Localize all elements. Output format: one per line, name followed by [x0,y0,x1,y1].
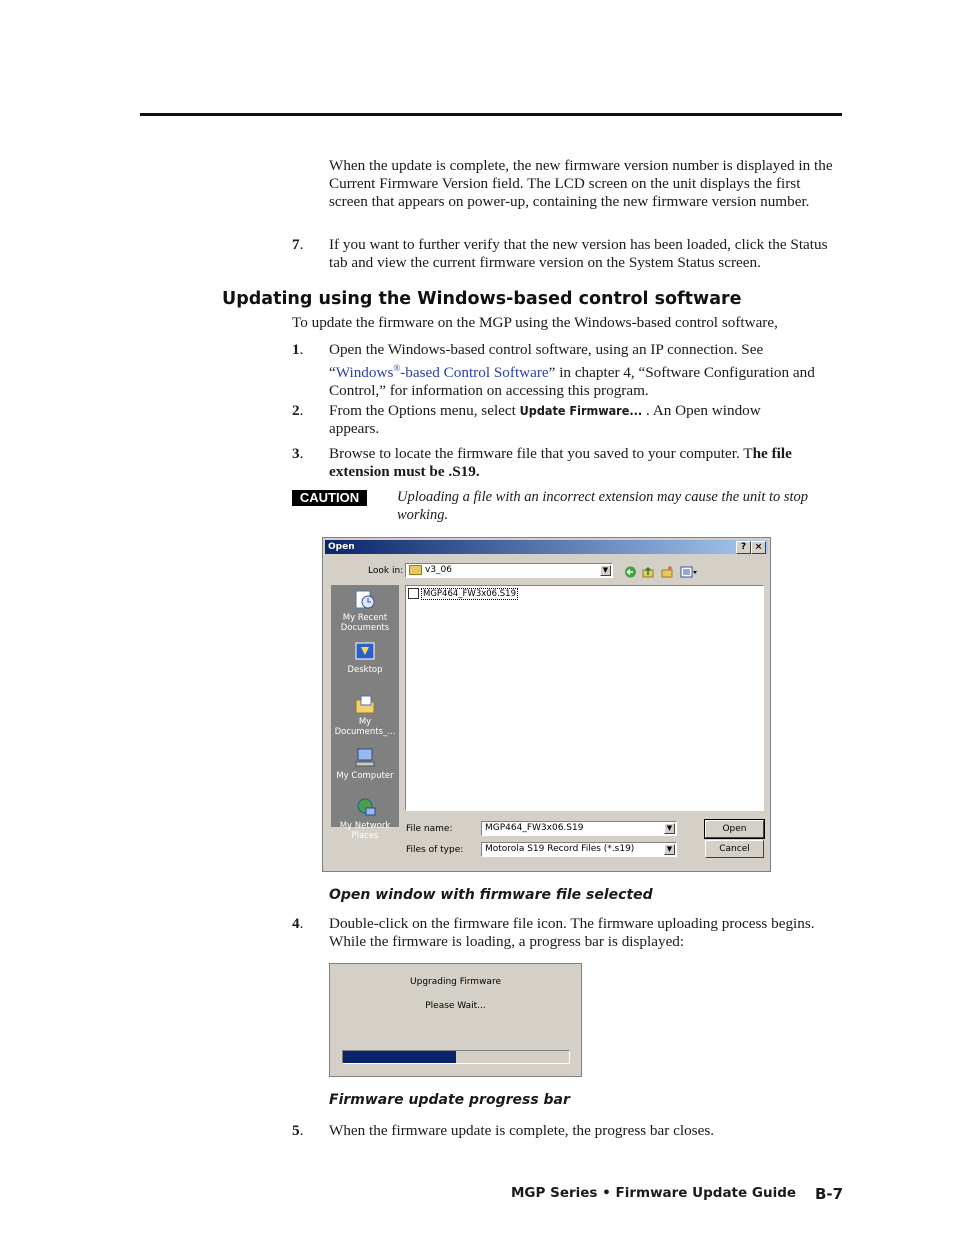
open-dialog [322,537,771,872]
progress-title: Upgrading Firmware [410,977,501,987]
place-my-computer[interactable]: My Computer [331,747,399,781]
step-3-number: 3. [292,445,304,462]
update-firmware-menu-ref: Update Firmware... [519,403,643,418]
places-bar [331,585,399,841]
chevron-down-icon[interactable]: ▼ [600,565,611,576]
step-4-text: Double-click on the firmware file icon. The firmware uploading process begins. While the firmware is loading, a progress bar is displayed: [329,915,815,950]
step-7-text: If you want to further verify that the new version has been loaded, click the Status tab and view the current firmware version on the System Status screen. [329,236,828,271]
look-in-label: Look in: [368,566,404,576]
intro-paragraph: When the update is complete, the new firmware version number is displayed in the Current Firmware Version field. The LCD screen on the unit displays the first screen that appears on power-up, containing the new firmware version number. [329,157,833,210]
file-type-label: Files of type: [406,845,464,855]
place-my-network-places[interactable]: My Network Places [331,797,399,841]
section-lead: To update the firmware on the MGP using the Windows-based control software, [292,314,778,331]
file-item[interactable]: MGP464_FW3x06.S19 [408,588,518,600]
network-places-icon [353,797,377,819]
place-desktop[interactable]: Desktop [331,641,399,675]
caution-badge: CAUTION [292,490,367,506]
recent-documents-icon [353,589,377,611]
place-my-recent-documents[interactable]: My Recent Documents [331,589,399,633]
file-icon [408,588,419,599]
file-type-dropdown[interactable]: Motorola S19 Record Files (*.s19) ▼ [481,842,677,857]
progress-dialog [329,963,582,1077]
windows-control-software-link[interactable]: Windows®-based Control Software [335,363,549,382]
figure-caption-open-window: Open window with firmware file selected [329,887,653,903]
step-5-text: When the firmware update is complete, the progress bar closes. [329,1122,715,1139]
file-name-label: File name: [406,824,453,834]
step-2-number: 2. [292,402,304,419]
file-name-input[interactable]: MGP464_FW3x06.S19 ▼ [481,821,677,836]
section-heading: Updating using the Windows-based control software [222,289,742,309]
help-button[interactable]: ? [736,541,751,554]
step-1-number: 1. [292,341,304,358]
progress-bar [342,1050,570,1064]
header-rule [140,113,842,116]
chevron-down-icon[interactable]: ▼ [664,844,675,855]
back-icon[interactable] [624,566,637,578]
open-dialog-titlebar [325,540,768,554]
up-folder-icon[interactable] [642,566,655,578]
place-my-documents[interactable]: My Documents_... [331,693,399,737]
new-folder-icon[interactable] [661,566,674,578]
my-computer-icon [353,747,377,769]
caution-text: Uploading a file with an incorrect extension may cause the unit to stop working. [397,489,809,523]
look-in-dropdown[interactable]: v3_06 ▼ [405,563,613,578]
file-list[interactable] [405,585,764,811]
progress-message: Please Wait... [425,1001,486,1011]
figure-caption-progress-bar: Firmware update progress bar [329,1092,570,1108]
my-documents-icon [353,693,377,715]
cancel-button[interactable]: Cancel [705,840,764,858]
progress-bar-fill [343,1051,456,1063]
open-button[interactable]: Open [705,820,764,838]
footer-title: MGP Series • Firmware Update Guide [511,1185,797,1201]
desktop-icon [353,641,377,663]
folder-icon [409,565,422,575]
close-button[interactable]: × [751,541,766,554]
step-7-number: 7. [292,236,304,253]
step-2-text: From the Options menu, select Update Firmware... . An Open window appears. [329,402,761,437]
view-menu-icon[interactable] [680,566,698,578]
step-4-number: 4. [292,915,304,932]
page-number: B-7 [815,1185,844,1203]
step-1-text: Open the Windows-based control software, using an IP connection. See “Windows®-based Control Software” in chapter 4, “Software Configuration and Control,” for information on accessing this program. [329,341,815,400]
step-5-number: 5. [292,1122,304,1139]
open-dialog-title: Open [328,542,355,552]
step-3-text: Browse to locate the firmware file that you saved to your computer. The file extension must be .S19. [329,445,792,480]
chevron-down-icon[interactable]: ▼ [664,823,675,834]
